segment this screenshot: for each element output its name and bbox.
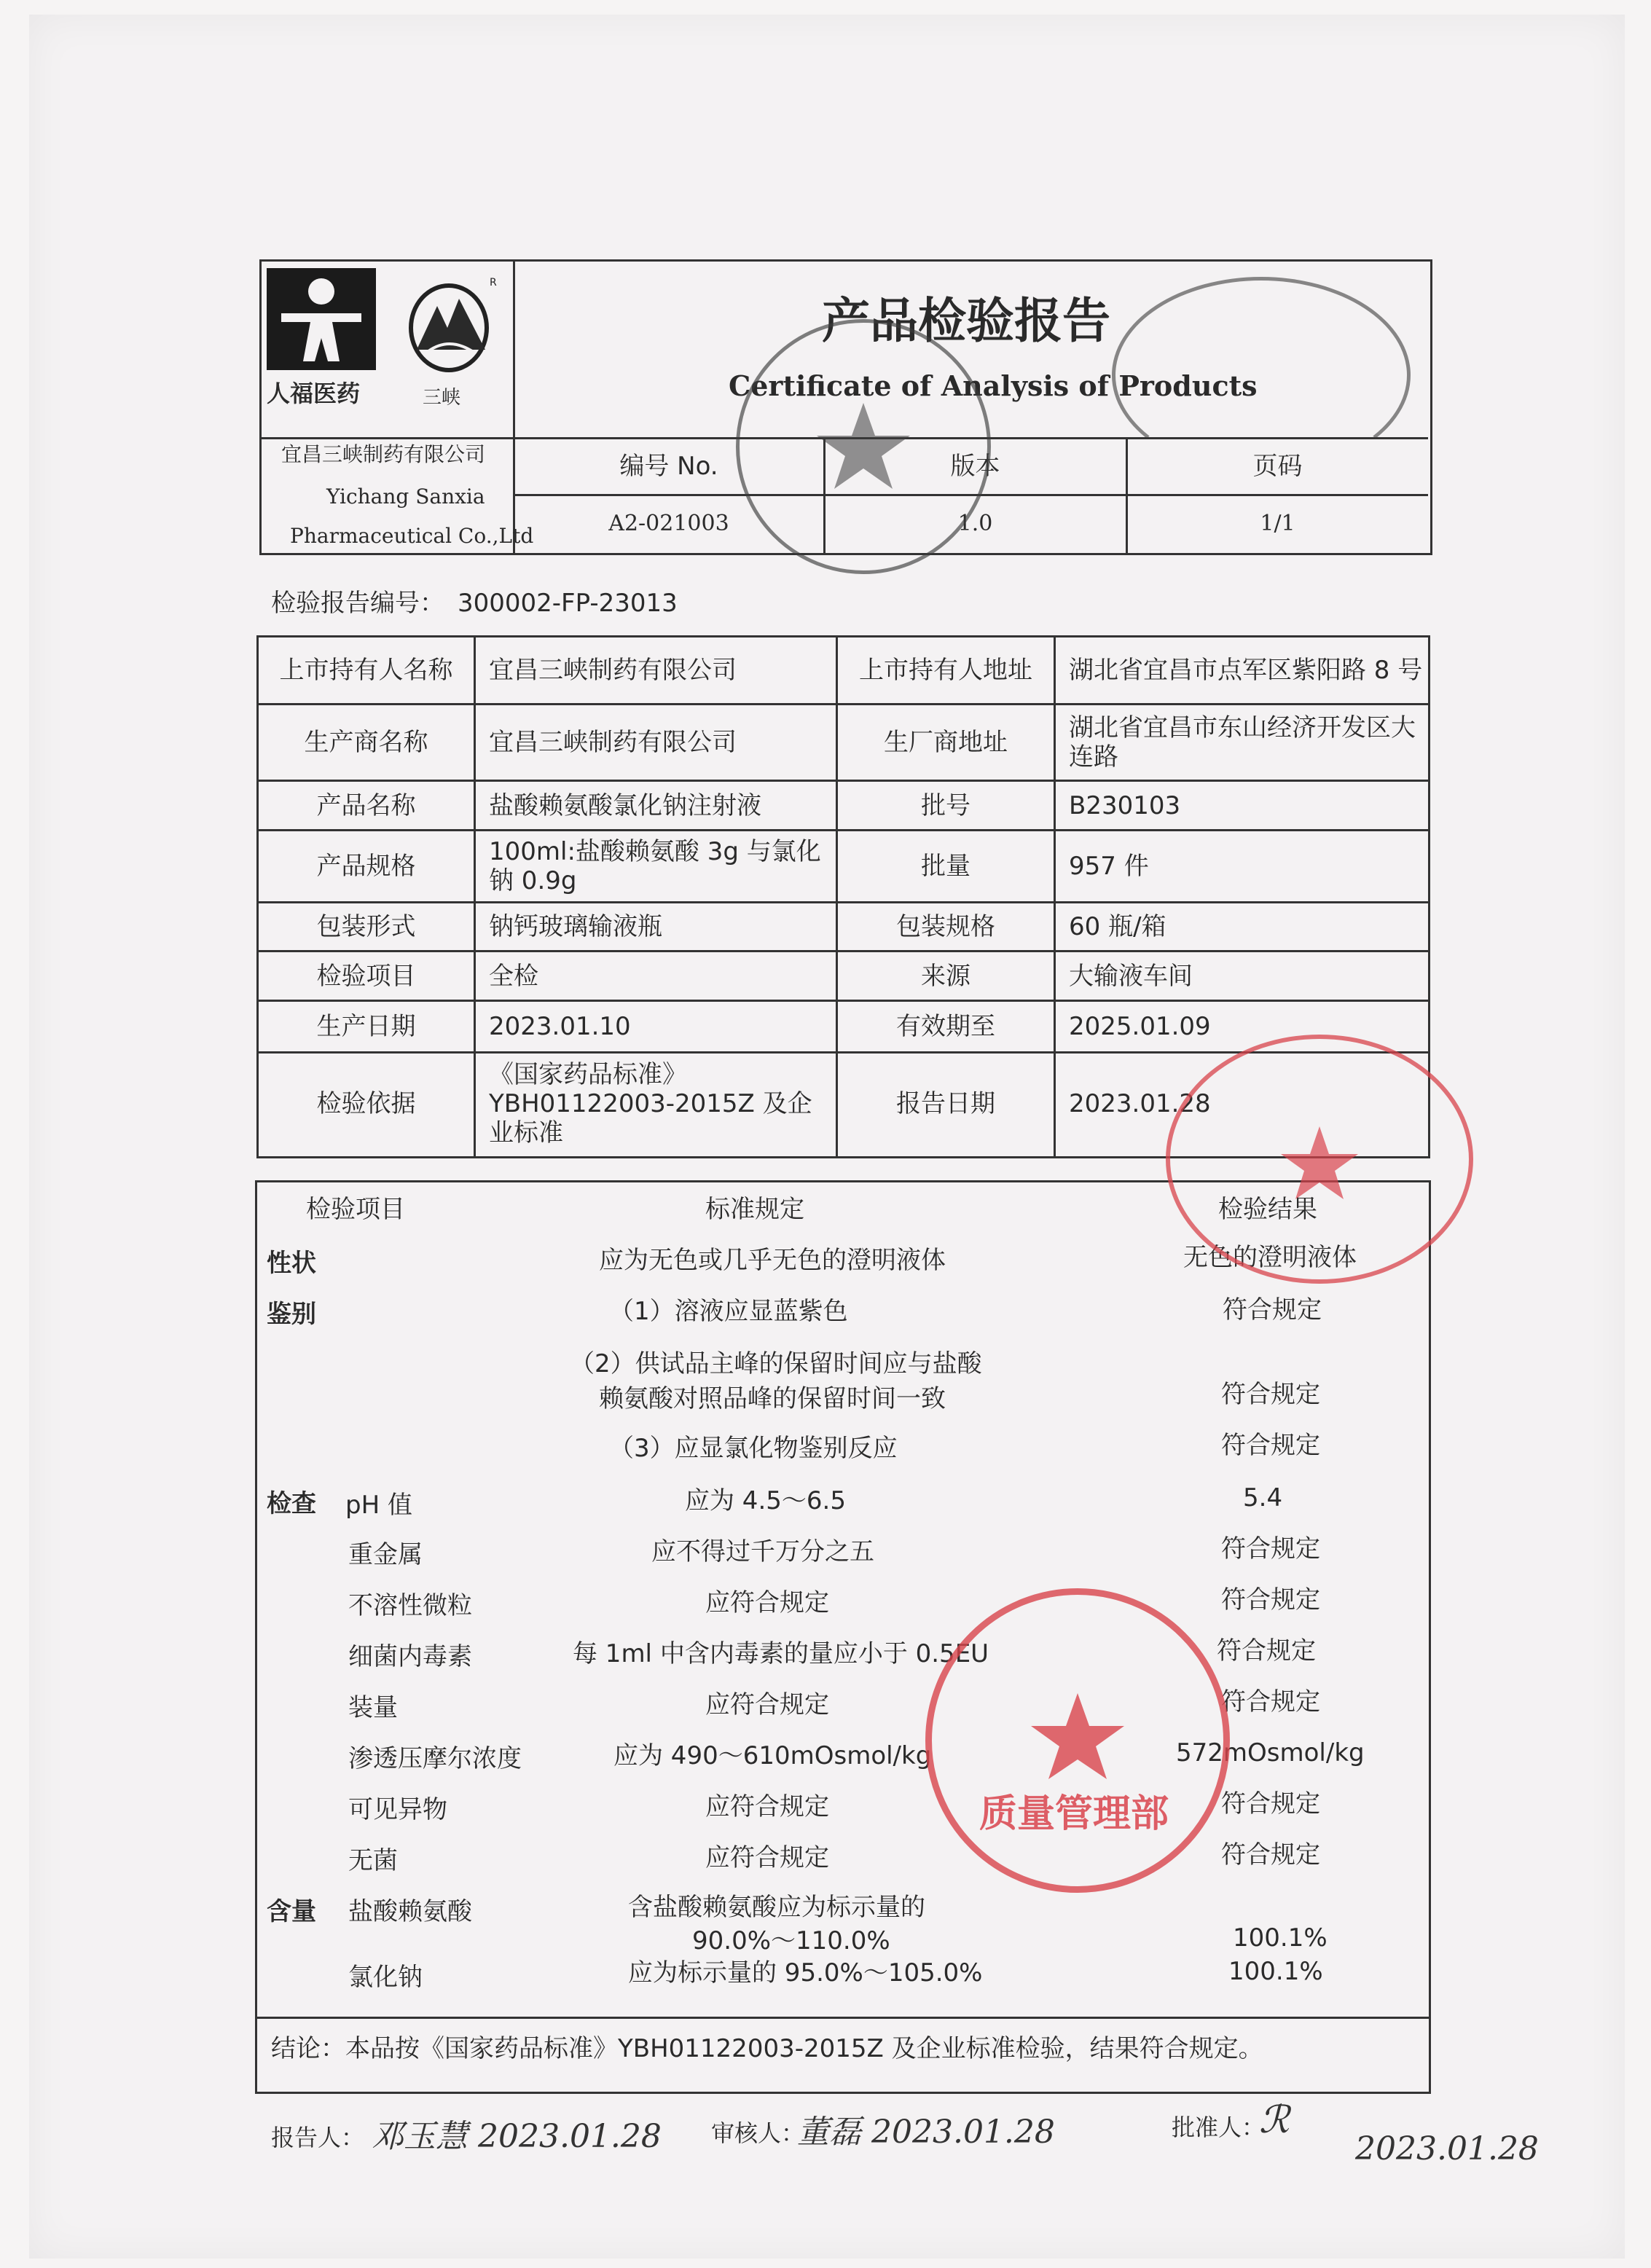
info-label: 生厂商地址: [884, 728, 1008, 757]
approver-signature: ℛ: [1259, 2098, 1290, 2142]
results-category: 性状: [267, 1249, 316, 1278]
results-category: 鉴别: [267, 1300, 316, 1329]
renfu-logo: [267, 268, 376, 370]
results-item: 不溶性微粒: [348, 1591, 472, 1620]
company-name-en-2: Pharmaceutical Co.,Ltd: [290, 524, 534, 548]
results-value: 符合规定: [1223, 1295, 1322, 1325]
results-value: 符合规定: [1221, 1431, 1320, 1460]
conclusion-text: 结论：本品按《国家药品标准》YBH01122003-2015Z 及企业标准检验，结果符合规定。: [271, 2034, 1263, 2063]
results-value: 符合规定: [1221, 1789, 1320, 1818]
info-value: 100ml:盐酸赖氨酸 3g 与氯化钠 0.9g: [489, 837, 821, 895]
results-col-item: 检验项目: [306, 1195, 405, 1224]
info-value: 湖北省宜昌市点军区紫阳路 8 号: [1069, 656, 1423, 685]
results-standard: （2）供试品主峰的保留时间应与盐酸: [570, 1349, 982, 1378]
header-page-label: 页码: [1252, 452, 1303, 481]
renfu-logo-text: 人福医药: [267, 380, 361, 407]
info-value: 2023.01.28: [1069, 1089, 1211, 1118]
reviewer-signature: 董磊 2023.01.28: [797, 2114, 1055, 2151]
info-label: 检验项目: [316, 961, 416, 991]
info-value: 2023.01.10: [489, 1012, 631, 1041]
results-standard: 每 1ml 中含内毒素的量应小于 0.5EU: [573, 1639, 989, 1668]
results-item: 无菌: [348, 1846, 398, 1875]
header-page-value: 1/1: [1260, 511, 1295, 536]
sanxia-logo-text: 三峡: [423, 387, 461, 409]
header-number-value: A2-021003: [608, 511, 729, 536]
star-icon: [1170, 1039, 1469, 1279]
info-label: 生产日期: [316, 1012, 416, 1041]
info-value: 大输液车间: [1069, 961, 1193, 991]
results-item: 可见异物: [348, 1795, 447, 1824]
approver-date: 2023.01.28: [1355, 2130, 1539, 2167]
results-value: 符合规定: [1217, 1636, 1316, 1665]
info-value: B230103: [1069, 790, 1181, 820]
inspection-stamp-black: [736, 319, 991, 574]
results-category: 检查: [267, 1489, 316, 1518]
results-col-result: 检验结果: [1218, 1195, 1317, 1224]
results-value: 符合规定: [1221, 1380, 1320, 1409]
mountain-logo-icon: [399, 270, 509, 379]
results-value: 符合规定: [1221, 1585, 1320, 1614]
info-label: 报告日期: [896, 1089, 995, 1118]
info-value: 盐酸赖氨酸氯化钠注射液: [489, 790, 761, 820]
info-label: 包装规格: [896, 912, 995, 941]
info-label: 产品名称: [316, 790, 416, 820]
results-standard: 应不得过千万分之五: [651, 1537, 874, 1566]
reporter-label: 报告人：: [271, 2124, 365, 2151]
company-name-cn: 宜昌三峡制药有限公司: [281, 442, 486, 466]
results-standard: 应为无色或几乎无色的澄明液体: [599, 1246, 946, 1275]
document-title-cn: 产品检验报告: [822, 292, 1110, 349]
company-name-en-1: Yichang Sanxia: [326, 484, 485, 509]
company-stamp-black: [1112, 277, 1411, 474]
results-standard: 应符合规定: [705, 1690, 829, 1719]
results-item: 装量: [348, 1693, 398, 1722]
info-value: 《国家药品标准》YBH01122003-2015Z 及企业标准: [489, 1060, 812, 1147]
results-value: 5.4: [1243, 1483, 1283, 1512]
results-item: pH 值: [345, 1491, 412, 1520]
approver-label: 批准人：: [1172, 2114, 1266, 2141]
info-label: 产品规格: [316, 852, 416, 881]
info-label: 有效期至: [896, 1012, 995, 1041]
results-standard: 含盐酸赖氨酸应为标示量的: [628, 1893, 925, 1922]
quality-stamp-red-1: [1166, 1035, 1473, 1284]
results-value: 无色的澄明液体: [1183, 1243, 1357, 1272]
star-icon: [740, 323, 987, 570]
results-category: 含量: [267, 1897, 316, 1926]
svg-text:R: R: [490, 277, 497, 289]
results-standard: （3）应显氯化物鉴别反应: [609, 1434, 898, 1463]
info-value: 钠钙玻璃输液瓶: [489, 912, 662, 941]
results-value: 符合规定: [1221, 1840, 1320, 1869]
results-standard: 应为 490～610mOsmol/kg: [613, 1741, 932, 1770]
sanxia-logo: [399, 270, 509, 379]
info-value: 60 瓶/箱: [1069, 912, 1166, 941]
info-label: 批号: [921, 790, 970, 820]
results-standard-line2: 赖氨酸对照品峰的保留时间一致: [599, 1384, 946, 1413]
results-standard: 应符合规定: [705, 1792, 829, 1821]
info-label: 包装形式: [316, 912, 416, 941]
info-value: 全检: [489, 961, 538, 991]
results-value: 100.1%: [1233, 1923, 1328, 1953]
report-number-label: 检验报告编号：: [271, 589, 444, 618]
results-value: 符合规定: [1221, 1687, 1320, 1716]
info-label: 上市持有人名称: [279, 656, 453, 685]
results-item: 渗透压摩尔浓度: [348, 1744, 522, 1773]
results-standard: 应为标示量的 95.0%～105.0%: [628, 1958, 983, 1988]
results-item: 细菌内毒素: [348, 1642, 472, 1671]
info-value: 湖北省宜昌市东山经济开发区大连路: [1069, 713, 1416, 772]
header-version-label: 版本: [950, 452, 1000, 481]
header-version-value: 1.0: [957, 511, 993, 536]
results-value: 572mOsmol/kg: [1176, 1738, 1365, 1767]
results-value: 100.1%: [1228, 1957, 1323, 1986]
person-figure-icon: [267, 268, 376, 370]
report-number-value: 300002-FP-23013: [458, 589, 678, 618]
results-standard: 应为 4.5～6.5: [685, 1486, 846, 1515]
info-label: 生产商名称: [304, 728, 428, 757]
header-logo-divider: [259, 437, 514, 439]
results-standard: 应符合规定: [705, 1843, 829, 1872]
results-item: 氯化钠: [348, 1963, 423, 1992]
info-label: 批量: [921, 852, 970, 881]
red-stamp-label: 质量管理部: [979, 1792, 1169, 1836]
results-value: 符合规定: [1221, 1534, 1320, 1563]
quality-stamp-red-2: [925, 1588, 1230, 1893]
results-standard: （1）溶液应显蓝紫色: [609, 1297, 848, 1326]
info-value: 宜昌三峡制药有限公司: [489, 656, 737, 685]
info-label: 来源: [921, 961, 970, 991]
reporter-signature: 邓玉慧 2023.01.28: [372, 2118, 662, 2155]
reviewer-label: 审核人：: [711, 2119, 805, 2147]
info-label: 上市持有人地址: [859, 656, 1032, 685]
results-item: 盐酸赖氨酸: [348, 1897, 472, 1926]
info-value: 957 件: [1069, 852, 1149, 881]
results-standard-line2: 90.0%～110.0%: [692, 1926, 890, 1955]
document-title-en: Certificate of Analysis of Products: [729, 369, 1258, 402]
info-value: 2025.01.09: [1069, 1012, 1211, 1041]
info-label: 检验依据: [316, 1089, 416, 1118]
header-number-label: 编号 No.: [619, 452, 718, 481]
conclusion-divider: [255, 2017, 1429, 2019]
info-value: 宜昌三峡制药有限公司: [489, 728, 737, 757]
star-icon: [932, 1595, 1223, 1886]
results-item: 重金属: [348, 1540, 423, 1569]
results-standard: 应符合规定: [705, 1588, 829, 1617]
results-col-standard: 标准规定: [705, 1195, 804, 1224]
